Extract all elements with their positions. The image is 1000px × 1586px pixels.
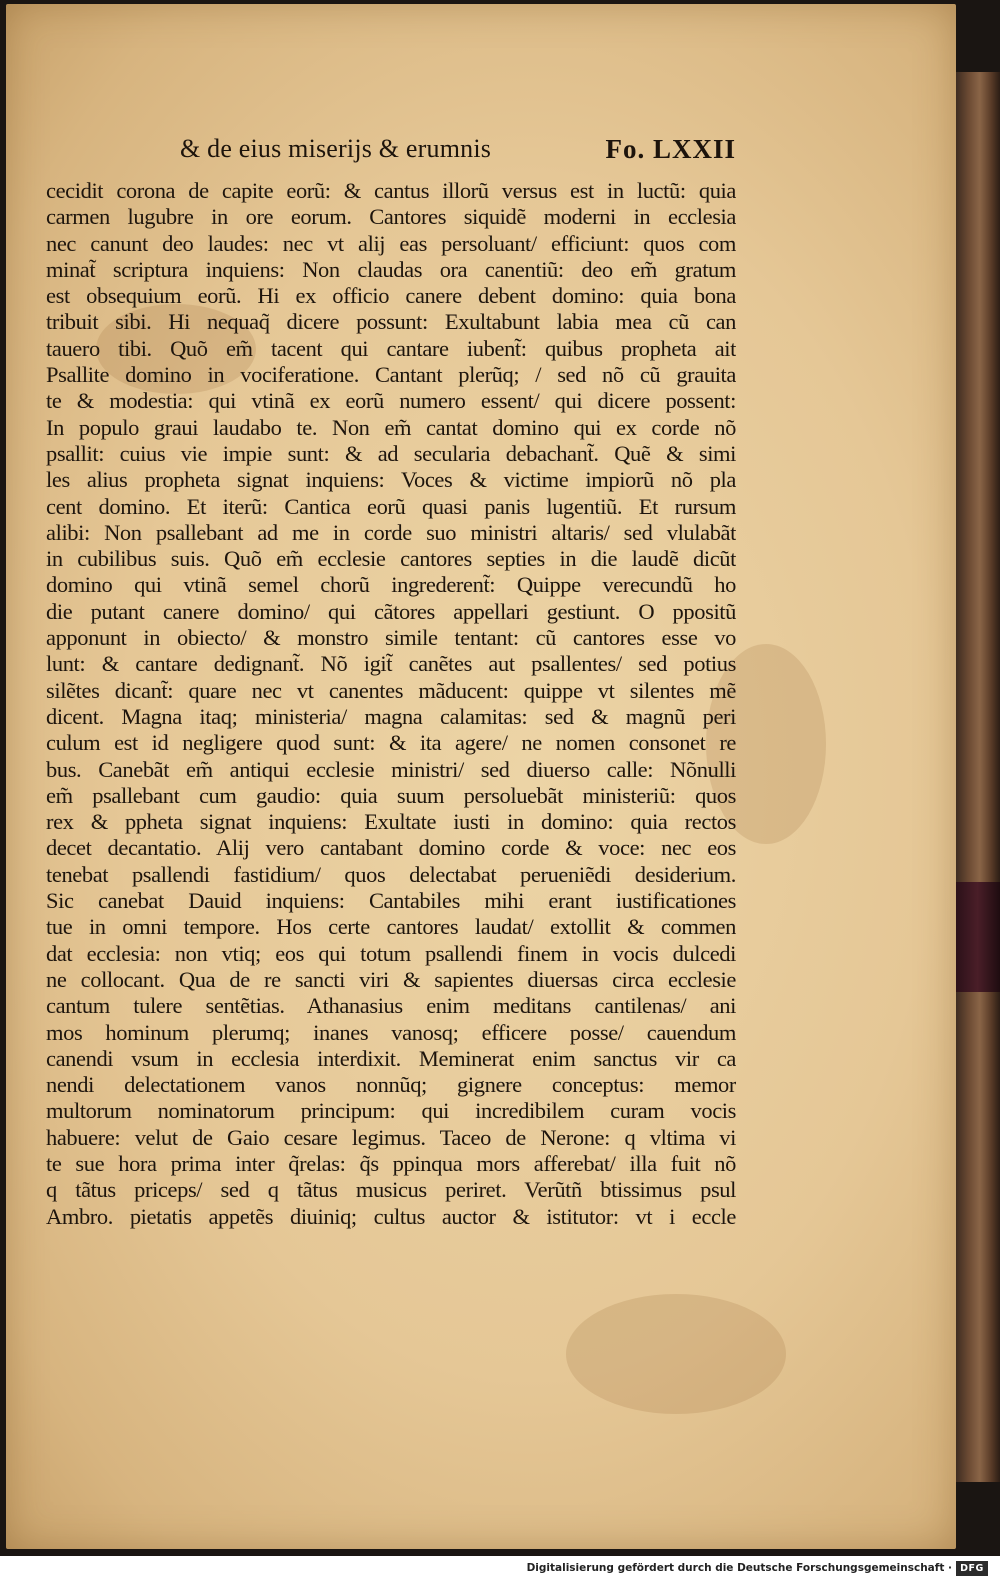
foxing-stain (566, 1294, 786, 1414)
text-line: decet decantatio. Alij vero cantabant domino corde & voce: nec eos (46, 835, 736, 861)
text-line: silẽtes dicant̃: quare nec vt canentes mãducent: quippe vt silentes mẽ (46, 677, 736, 703)
dfg-logo: DFG (956, 1561, 988, 1576)
text-line: canendi vsum in ecclesia interdixit. Meminerat enim sanctus vir ca (46, 1045, 736, 1071)
text-line: em̃ psallebant cum gaudio: quia suum persoluebãt ministeriũ: quos (46, 782, 736, 808)
folio-number: Fo. LXXII (605, 134, 736, 164)
text-line: est obsequium eorũ. Hi ex officio canere debent domino: quia bona (46, 283, 736, 309)
text-line: Ambro. pietatis appetẽs diuiniq; cultus auctor & istitutor: vt i eccle (46, 1203, 736, 1229)
text-line: mos hominum plerumq; inanes vanosq; efficere posse/ cauendum (46, 1019, 736, 1045)
book-page-edge (955, 72, 1000, 1482)
text-line: bus. Canebãt em̃ antiqui ecclesie ministri/ sed diuerso calle: Nõnulli (46, 756, 736, 782)
text-line: apponunt in obiecto/ & monstro simile tentant: cũ cantores esse vo (46, 625, 736, 651)
text-line: In populo graui laudabo te. Non em̃ cantat domino qui ex corde nõ (46, 414, 736, 440)
text-line: die putant canere domino/ qui cãtores appellari gestiunt. O ppositũ (46, 598, 736, 624)
text-line: ne collocant. Qua de re sancti viri & sapientes diuersas circa ecclesie (46, 966, 736, 992)
text-line: carmen lugubre in ore eorum. Cantores siquidẽ moderni in ecclesia (46, 204, 736, 230)
text-line: tribuit sibi. Hi nequaq̃ dicere possunt: Exultabunt labia mea cũ can (46, 309, 736, 335)
text-line: tenebat psallendi fastidium/ quos delectabat perueniẽdi desiderium. (46, 861, 736, 887)
text-line: cecidit corona de capite eorũ: & cantus illorũ versus est in luctũ: quia (46, 178, 736, 203)
text-line: cent domino. Et iterũ: Cantica eorũ quasi panis lugentiũ. Et rursum (46, 493, 736, 519)
text-line: te & modestia: qui vtinã ex eorũ numero essent/ qui dicere possent: (46, 388, 736, 414)
text-line: psallit: cuius vie impie sunt: & ad secularia debachant̃. Quẽ & simi (46, 440, 736, 466)
text-line: rex & ppheta signat inquiens: Exultate iusti in domino: quia rectos (46, 809, 736, 835)
book-page (6, 4, 956, 1549)
text-line: nec canunt deo laudes: nec vt alij eas persoluant/ efficiunt: quos com (46, 230, 736, 256)
text-line: tue in omni tempore. Hos certe cantores laudat/ extollit & commen (46, 914, 736, 940)
book-page-edge-band (955, 882, 1000, 992)
digitization-credit: Digitalisierung gefördert durch die Deutsche Forschungsgemeinschaft · (526, 1562, 952, 1574)
text-line: les alius propheta signat inquiens: Voces & victime impiorũ nõ pla (46, 467, 736, 493)
text-line: q tãtus priceps/ sed q tãtus musicus periret. Verũtñ btissimus psul (46, 1177, 736, 1203)
body-text (46, 178, 736, 1230)
text-line: habuere: velut de Gaio cesare legimus. Taceo de Nerone: q vltima vi (46, 1124, 736, 1150)
text-line: te sue hora prima inter q̃relas: q̃s ppinqua mors afferebat/ illa fuit nõ (46, 1150, 736, 1176)
text-line: Sic canebat Dauid inquiens: Cantabiles mihi erant iustificationes (46, 888, 736, 914)
text-line: nendi delectationem vanos nonnũq; gignere conceptus: memor (46, 1072, 736, 1098)
text-line: lunt: & cantare dedignant̃. Nõ igit̃ canẽtes aut psallentes/ sed potius (46, 651, 736, 677)
text-line: dat ecclesia: non vtiq; eos qui totum psallendi finem in vocis dulcedi (46, 940, 736, 966)
text-line: multorum nominatorum principum: qui incredibilem curam vocis (46, 1098, 736, 1124)
text-line: tauero tibi. Quõ em̃ tacent qui cantare iubent̃: quibus propheta ait (46, 335, 736, 361)
text-line: culum est id negligere quod sunt: & ita agere/ ne nomen consonet re (46, 730, 736, 756)
text-line: in cubilibus suis. Quõ em̃ ecclesie cantores septies in die laudẽ dicũt (46, 546, 736, 572)
text-line: minat̃ scriptura inquiens: Non claudas ora canentiũ: deo em̃ gratum (46, 256, 736, 282)
text-line: cantum tulere sentẽtias. Athanasius enim meditans cantilenas/ ani (46, 993, 736, 1019)
text-line: dicent. Magna itaq; ministeria/ magna calamitas: sed & magnũ peri (46, 703, 736, 729)
text-line: alibi: Non psallebant ad me in corde suo ministri altaris/ sed vlulabãt (46, 519, 736, 545)
text-line: domino qui vtinã semel chorũ ingrederent̃: Quippe verecundũ ho (46, 572, 736, 598)
running-title: & de eius miserijs & erumnis (180, 134, 492, 163)
text-line: Psallite domino in vociferatione. Cantant plerũq; / sed nõ cũ grauita (46, 362, 736, 388)
page-header (180, 134, 736, 170)
